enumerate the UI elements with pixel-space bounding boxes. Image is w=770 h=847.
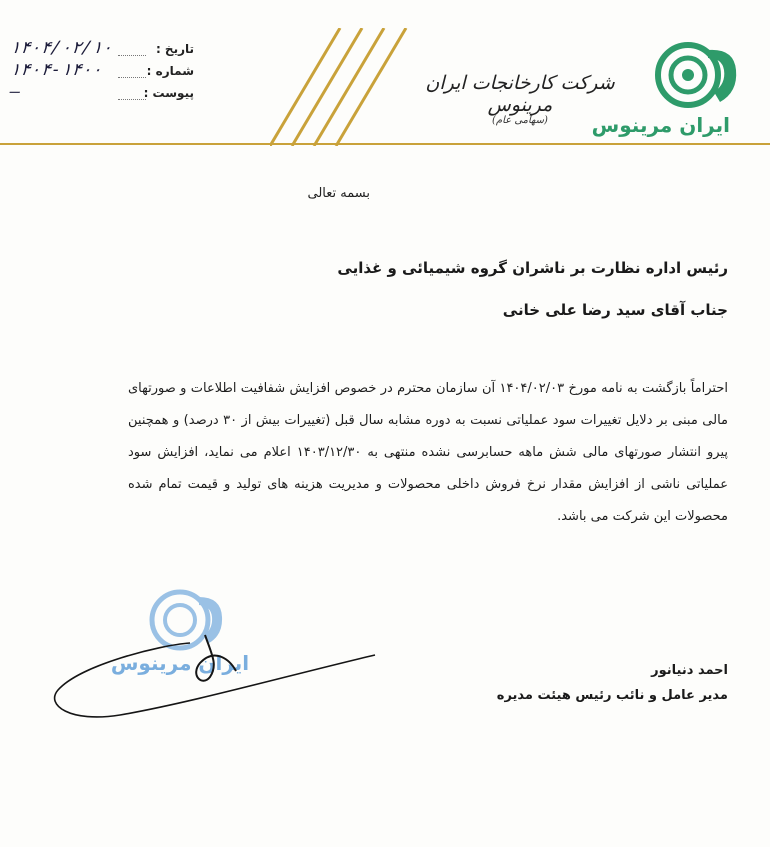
signer-role: مدیر عامل و نائب رئیس هیئت مدیره xyxy=(496,688,728,703)
header-stripes-decoration xyxy=(270,28,420,146)
date-value: ۱۴۰۴/۰۲/۱۰ xyxy=(8,38,114,58)
number-label: شماره : xyxy=(146,64,194,78)
recipient-name: جناب آقای سید رضا علی خانی xyxy=(502,301,728,319)
recipient-title: رئیس اداره نظارت بر ناشران گروه شیمیائی و غذایی xyxy=(337,259,728,277)
attachment-label: پیوست : xyxy=(143,86,194,100)
number-dotted-line xyxy=(118,77,146,78)
basmala-heading: بسمه تعالی xyxy=(307,186,370,201)
signer-name: احمد دنیانور xyxy=(651,663,728,678)
header-divider xyxy=(0,143,770,145)
date-label: تاریخ : xyxy=(155,42,194,56)
attachment-dotted-line xyxy=(118,99,146,100)
date-row xyxy=(8,40,198,62)
number-value: ۱۴۰۴-۱۴۰۰ xyxy=(8,60,104,80)
letter-body: احتراماً بازگشت به نامه مورخ ۱۴۰۴/۰۲/۰۳ آن سازمان محترم در خصوص افزایش شفافیت اطلاعات و صورتهای مالی مبنی بر دلایل تغییرات سود عملیاتی نسبت به دوره مشابه سال قبل (تغییرات بیش از ۳۰ درصد) و همچنین پیرو انتشار صورتهای مالی شش ماهه حسابرسی نشده منتهی به ۱۴۰۳/۱۲/۳۰ اعلام می نماید، افزایش سود عملیاتی ناشی از افزایش مقدار نرخ فروش داخلی محصولات و مدیریت هزینه های تولید و قیمت تمام شده محصولات این شرکت می باشد. xyxy=(128,381,728,524)
company-name: شرکت کارخانجات ایران مرینوس xyxy=(425,72,615,116)
attachment-value: — xyxy=(8,82,21,102)
number-row xyxy=(8,62,198,84)
attachment-row xyxy=(8,84,198,106)
stamp-wordmark: ایران مرینوس xyxy=(110,651,250,675)
ram-logo-icon xyxy=(650,40,740,110)
signature-area xyxy=(40,585,400,735)
logo-wordmark: ایران مرینوس xyxy=(591,113,730,137)
letter-meta xyxy=(8,40,198,106)
company-type: (سهامی عام) xyxy=(492,115,548,126)
handwritten-signature xyxy=(40,605,400,725)
date-dotted-line xyxy=(118,55,146,56)
